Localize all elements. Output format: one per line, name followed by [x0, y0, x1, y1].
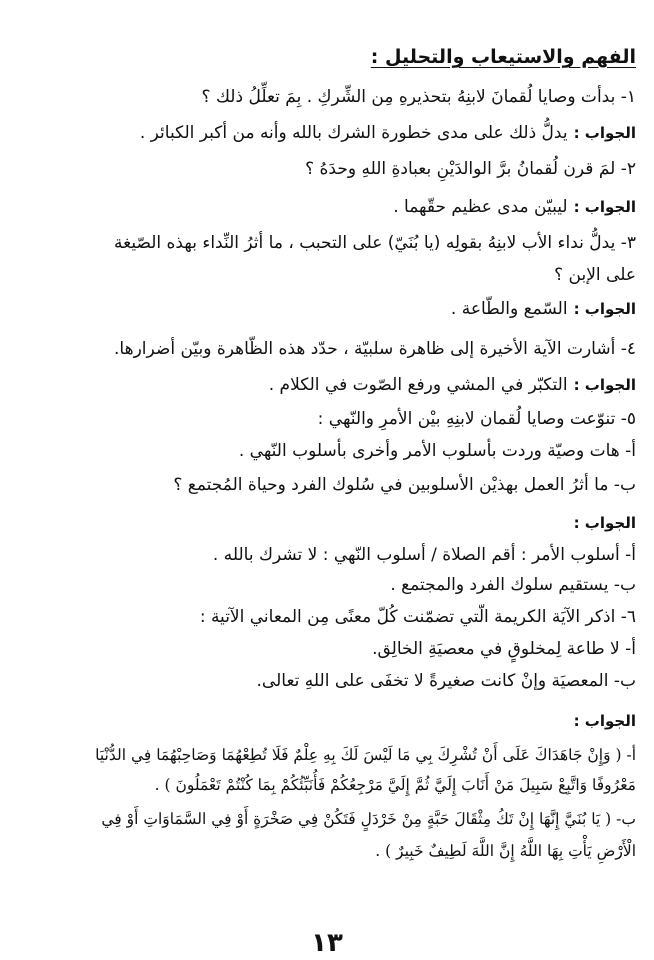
- question-5-b: ب- ما أثرُ العمل بهذيْن الأسلوبين في سُلوك الفرد وحياة المُجتمع ؟: [173, 475, 636, 495]
- answer-label: الجواب :: [573, 198, 636, 216]
- question-5-a: أ- هات وصيّة وردت بأسلوب الأمر وأخرى بأسلوب النّهي .: [238, 441, 636, 461]
- answer-2: [18, 194, 636, 220]
- question-4: ٤- أشارت الآية الأخيرة إلى ظاهرة سلبيّة ، حدّد هذه الظّاهرة وبيّن أضرارها.: [114, 339, 636, 359]
- answer-4-text: التكبّر في المشي ورفع الصّوت في الكلام .: [268, 375, 568, 395]
- question-3-line-1: ٣- يدلُّ نداء الأب لابنِهُ بقولِه (يا بُنَيّ) على التحبب ، ما أثرُ النِّداء بهذه الصّيغة: [114, 233, 636, 253]
- answer-label: الجواب :: [573, 300, 636, 318]
- answer-2-text: ليبيّن مدى عظيم حقّهما .: [393, 197, 568, 217]
- section-title: الفهم والاستيعاب والتحليل :: [370, 46, 636, 68]
- answer-3: [18, 296, 636, 322]
- question-6-b: ب- المعصيَة وإنْ كانت صغيرةً لا تخفَى على اللهِ تعالى.: [256, 671, 636, 691]
- answer-6-a-line-1: أ- ( وَإِنْ جَاهَدَاكَ عَلَى أَنْ تُشْرِكَ بِي مَا لَيْسَ لَكَ بِهِ عِلْمٌ فَلَا تُطِعْهُمَا وَصَاحِبْهُمَا فِي الدُّنْيَا: [95, 746, 636, 764]
- answer-label: الجواب :: [573, 712, 636, 730]
- question-6-a: أ- لا طاعة لِمخلوقٍ في معصيَةِ الخالِق.: [372, 639, 636, 659]
- answer-5-b: ب- يستقيم سلوك الفرد والمجتمع .: [390, 575, 636, 595]
- answer-6-b-line-1: ب- ( يَا بُنَيَّ إِنَّهَا إِنْ تَكُ مِثْقَالَ حَبَّةٍ مِنْ خَرْدَلٍ فَتَكُنْ فِي صَخْرَةٍ أَوْ فِي السَّمَاوَاتِ أَوْ فِي: [101, 810, 636, 828]
- answer-label: الجواب :: [573, 514, 636, 532]
- question-3-line-2: على الإبن ؟: [554, 265, 636, 285]
- answer-3-text: السّمع والطّاعة .: [450, 299, 568, 319]
- answer-5-a: أ- أسلوب الأمر : أقم الصلاة / أسلوب النّهي : لا تشرك بالله .: [212, 545, 636, 565]
- answer-label: الجواب :: [573, 376, 636, 394]
- answer-5-label: [18, 510, 636, 536]
- question-2: ٢- لمَ قرن لُقمانُ برَّ الوالدَيْنِ بعبادةِ اللهِ وحدَهُ ؟: [305, 159, 636, 179]
- answer-1: [18, 120, 636, 146]
- page-number: ١٣: [311, 928, 343, 958]
- answer-6-a-line-2: مَعْرُوفًا وَاتَّبِعْ سَبِيلَ مَنْ أَنَابَ إِلَيَّ ثُمَّ إِلَيَّ مَرْجِعُكُمْ فَأُنَبِّئُكُمْ بِمَا كُنْتُمْ تَعْمَلُونَ ) .: [154, 776, 636, 794]
- question-6: ٦- اذكر الآيَة الكريمة الّتي تضمّنت كُلّ معنًى مِن المعاني الآتية :: [199, 607, 636, 627]
- answer-6-label: [18, 708, 636, 734]
- question-5: ٥- تنوّعت وصايا لُقمان لابنِهِ بيْن الأمرِ والنّهي :: [317, 409, 636, 429]
- answer-1-text: يدلُّ ذلك على مدى خطورة الشرك بالله وأنه من أكبر الكبائر .: [139, 123, 568, 143]
- answer-4: [18, 372, 636, 398]
- question-1: ١- بدأت وصايا لُقمانَ لابنِهُ بتحذيرهِ مِن الشِّركِ . بِمَ تعلِّلُ ذلك ؟: [201, 87, 636, 107]
- answer-6-b-line-2: الْأَرْضِ يَأْتِ بِهَا اللَّهُ إِنَّ اللَّهَ لَطِيفٌ خَبِيرٌ ) .: [375, 842, 636, 860]
- answer-label: الجواب :: [573, 124, 636, 142]
